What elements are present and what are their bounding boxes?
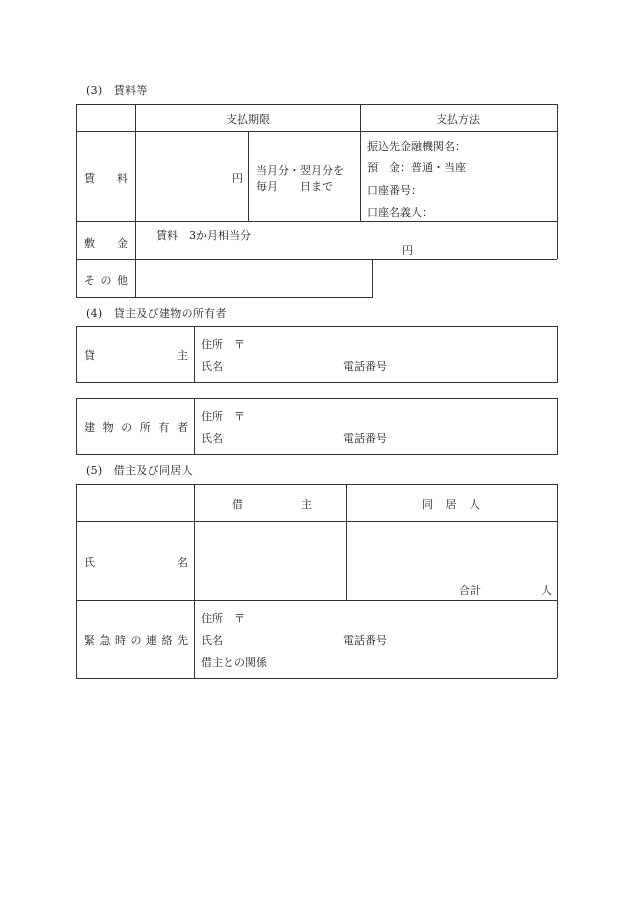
row-label-name: 氏 名 xyxy=(84,556,188,569)
due-date-line1: 当月分・翌月分を xyxy=(256,164,344,177)
row-label-rent: 賃 料 xyxy=(84,172,128,185)
section-rent-heading: (3) 賃料等 xyxy=(86,84,148,97)
account-holder-field: 口座名義人： xyxy=(367,206,433,219)
rent-amount-yen: 円 xyxy=(232,172,243,185)
owner-address-field: 住所 〒 xyxy=(201,410,245,423)
row-label-emergency-contact: 緊 急 時 の 連 絡 先 xyxy=(84,634,188,647)
col-header-payment-method: 支払方法 xyxy=(436,113,480,126)
bank-name-field: 振込先金融機関名： xyxy=(367,140,466,153)
section-landlord-heading: (4) 貸主及び建物の所有者 xyxy=(86,307,227,320)
emergency-phone-field: 電話番号 xyxy=(343,634,387,647)
cohabitants-total-label: 合計 xyxy=(459,584,481,597)
deposit-yen: 円 xyxy=(402,244,413,257)
account-number-field: 口座番号： xyxy=(367,184,422,197)
owner-name-field: 氏名 xyxy=(201,432,223,445)
deposit-amount-text: 賃料 3か月相当分 xyxy=(156,229,251,242)
col-header-payment-period: 支払期限 xyxy=(226,113,270,126)
deposit-type-field: 預 金：普通・当座 xyxy=(367,161,466,174)
owner-label: 建 物 の 所 有 者 xyxy=(84,421,188,434)
lessor-phone-field: 電話番号 xyxy=(343,360,387,373)
lessor-label: 貸 主 xyxy=(84,349,188,362)
lessor-address-field: 住所 〒 xyxy=(201,338,245,351)
lessor-name-field: 氏名 xyxy=(201,360,223,373)
owner-phone-field: 電話番号 xyxy=(343,432,387,445)
emergency-name-field: 氏名 xyxy=(201,634,223,647)
col-header-lessee: 借 主 xyxy=(232,498,312,511)
cohabitants-persons-unit: 人 xyxy=(541,584,552,597)
row-label-other: そ の 他 xyxy=(84,274,128,287)
section-tenants-heading: (5) 借主及び同居人 xyxy=(86,464,193,477)
emergency-relation-field: 借主との関係 xyxy=(201,656,267,669)
emergency-address-field: 住所 〒 xyxy=(201,612,245,625)
row-label-deposit: 敷 金 xyxy=(84,237,128,250)
due-date-line2: 毎月 日まで xyxy=(256,180,333,193)
col-header-cohabitants: 同 居 人 xyxy=(422,498,480,511)
